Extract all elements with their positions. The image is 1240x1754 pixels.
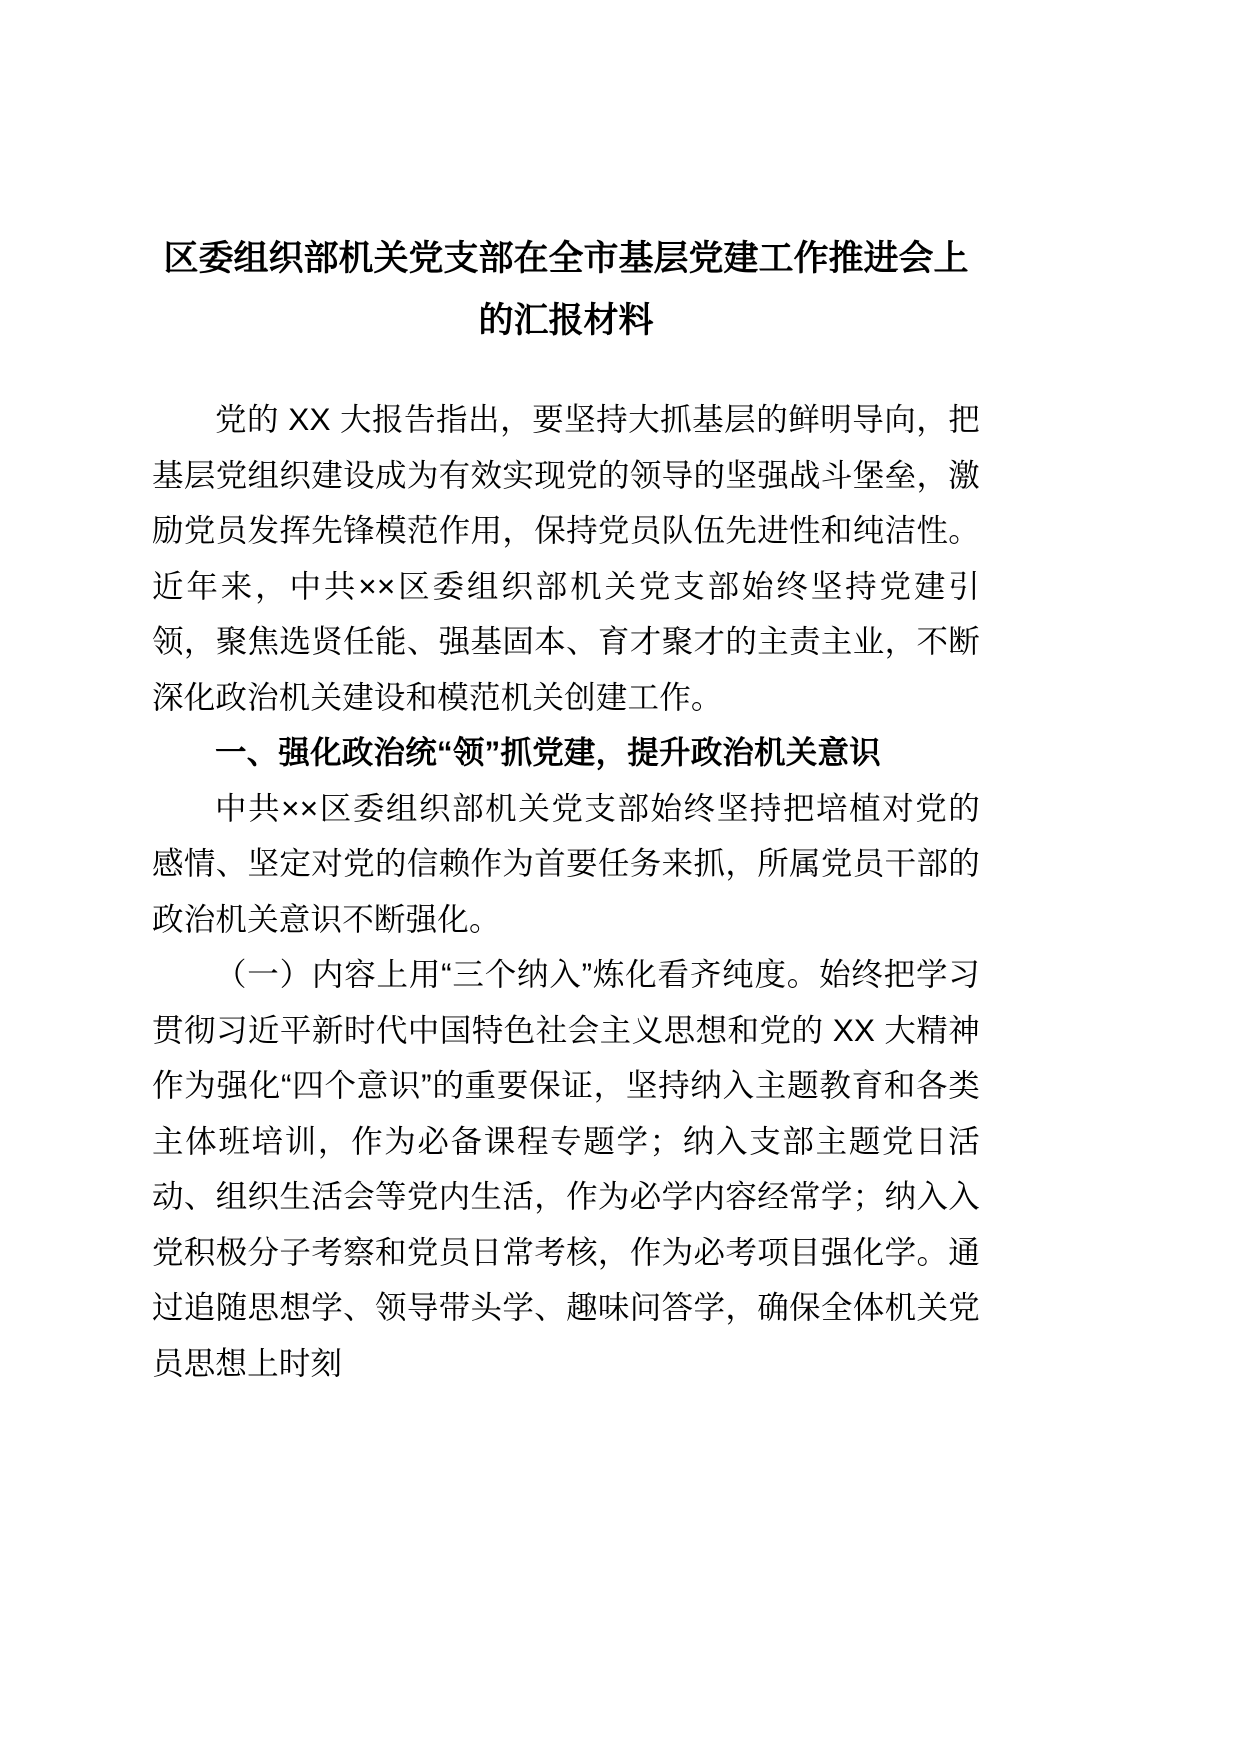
section-heading-1: 一、强化政治统“领”抓党建，提升政治机关意识 (215, 734, 881, 770)
paragraph-opening: 党的 XX 大报告指出，要坚持大抓基层的鲜明导向，把基层党组织建设成为有效实现党的领导的坚强战斗堡垒，激励党员发挥先锋模范作用，保持党员队伍先进性和纯洁性。近年来，中共××区委组织部机关党支部始终坚持党建引领，聚焦选贤任能、强基固本、育才聚才的主责主业，不断深化政治机关建设和模范机关创建工作。 (152, 401, 980, 715)
paragraph-subsection-1-1: （一）内容上用“三个纳入”炼化看齐纯度。始终把学习贯彻习近平新时代中国特色社会主义思想和党的 XX 大精神作为强化“四个意识”的重要保证，坚持纳入主题教育和各类主体班培训，作为必备课程专题学；纳入支部主题党日活动、组织生活会等党内生活，作为必学内容经常学；纳入入党积极分子考察和党员日常考核，作为必考项目强化学。通过追随思想学、领导带头学、趣味问答学，确保全体机关党员思想上时刻 (152, 956, 980, 1381)
document-title: 区委组织部机关党支部在全市基层党建工作推进会上的汇报材料 (163, 239, 969, 340)
paragraph-section1-intro: 中共××区委组织部机关党支部始终坚持把培植对党的感情、坚定对党的信赖作为首要任务来抓，所属党员干部的政治机关意识不断强化。 (152, 789, 980, 937)
document-content (152, 228, 980, 1391)
